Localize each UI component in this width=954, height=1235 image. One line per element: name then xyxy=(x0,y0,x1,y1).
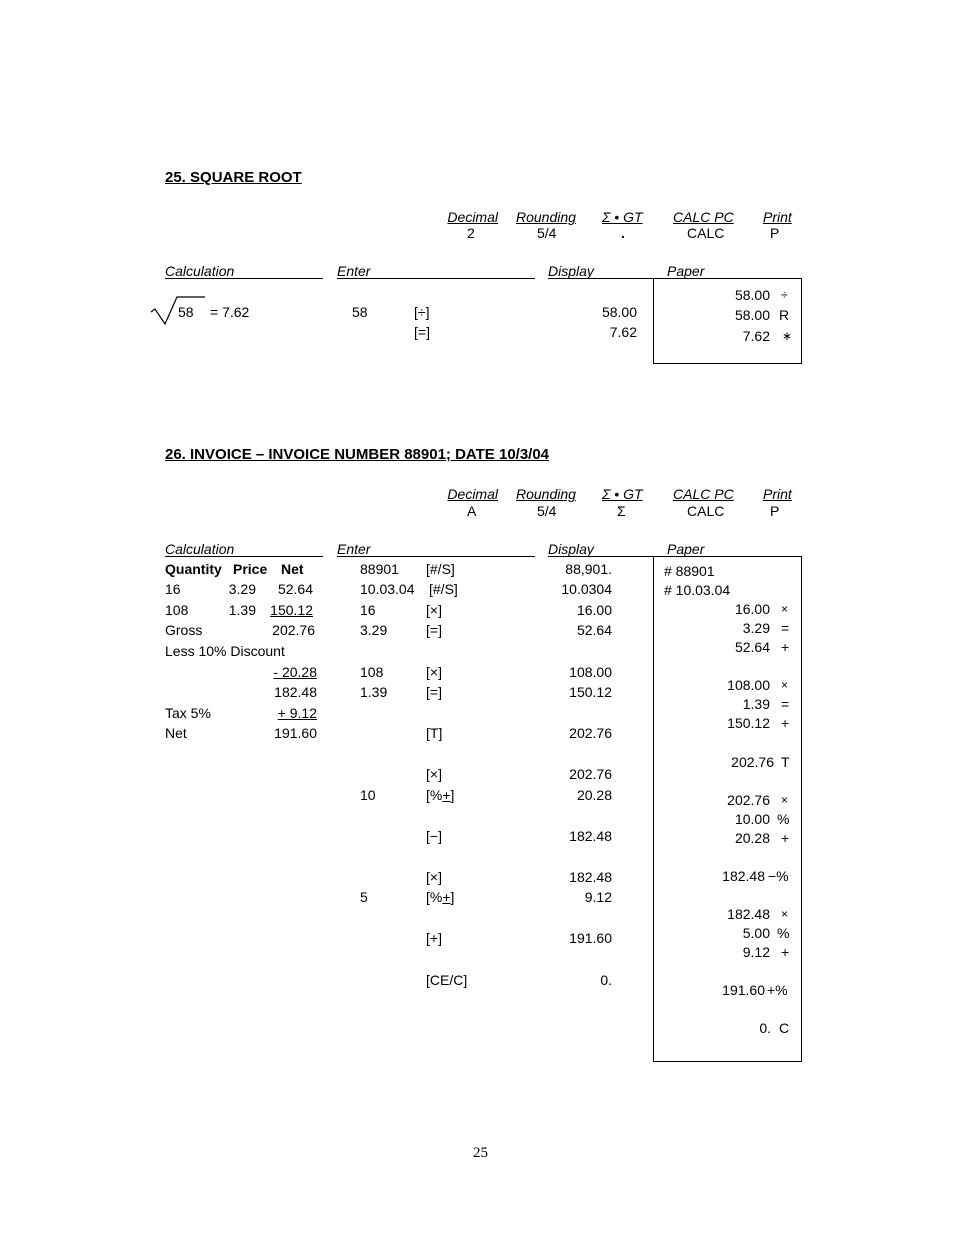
enter-key: [−] xyxy=(426,828,442,844)
display-value: 16.00 xyxy=(576,602,612,618)
enter-value: 5 xyxy=(360,889,368,905)
setting-rounding-label: Rounding xyxy=(516,486,576,502)
display-value: 10.0304 xyxy=(561,581,612,597)
setting-calcpc-value: CALC xyxy=(687,225,725,241)
col-calculation-label: Calculation xyxy=(165,541,235,557)
key-part: + xyxy=(442,889,451,905)
display-value: 182.48 xyxy=(569,828,612,844)
setting-calcpc-label: CALC PC xyxy=(673,486,734,502)
paper-symbol: R xyxy=(779,307,790,323)
paper-value: 191.60 xyxy=(722,982,765,998)
col-paper-label: Paper xyxy=(667,263,705,279)
sqrt-result: = 7.62 xyxy=(210,304,250,320)
key-part: [% xyxy=(426,889,443,905)
enter-key: [×] xyxy=(426,664,442,680)
setting-print-label: Print xyxy=(763,486,792,502)
display-value: 150.12 xyxy=(569,684,612,700)
display-value: 20.28 xyxy=(576,787,612,803)
calc-net-label: Net xyxy=(165,725,187,741)
paper-value: 202.76 xyxy=(727,792,770,808)
paper-value: 182.48 xyxy=(722,868,765,884)
calc-gross-value: 202.76 xyxy=(272,622,315,638)
calc-header-price: Price xyxy=(233,561,268,577)
paper-header-line: # 88901 xyxy=(664,563,715,579)
setting-gt-value: Σ xyxy=(617,503,626,519)
enter-key: [+] xyxy=(426,930,442,946)
calc-net: 52.64 xyxy=(277,581,313,597)
paper-value: 0. xyxy=(759,1020,771,1036)
setting-decimal-label: Decimal xyxy=(447,209,498,225)
paper-symbol: % xyxy=(777,925,790,941)
enter-value: 108 xyxy=(360,664,384,680)
calc-price: 3.29 xyxy=(228,581,256,597)
setting-gt-label: Σ • GT xyxy=(602,209,643,225)
paper-symbol: × xyxy=(781,602,789,616)
enter-key: [=] xyxy=(426,622,442,638)
paper-symbol: + xyxy=(781,944,790,960)
display-value: 7.62 xyxy=(609,324,637,340)
setting-print-value: P xyxy=(770,225,780,241)
paper-value: 7.62 xyxy=(742,328,770,344)
calc-header-net: Net xyxy=(281,561,304,577)
enter-value: 58 xyxy=(352,304,368,320)
setting-decimal-label: Decimal xyxy=(447,486,498,502)
calc-quantity: 108 xyxy=(165,602,189,618)
calc-discount-label: Less 10% Discount xyxy=(165,643,285,659)
col-display-rule xyxy=(548,556,653,557)
setting-calcpc-value: CALC xyxy=(687,503,725,519)
key-part: + xyxy=(442,787,451,803)
col-calculation-label: Calculation xyxy=(165,263,235,279)
col-enter-rule xyxy=(337,278,535,279)
display-value: 58.00 xyxy=(601,304,637,320)
sqrt-radicand: 58 xyxy=(178,304,194,320)
enter-key: [CE/C] xyxy=(426,972,468,988)
paper-header-line: # 10.03.04 xyxy=(664,582,731,598)
paper-symbol: × xyxy=(781,907,789,921)
calc-price: 1.39 xyxy=(228,602,256,618)
enter-value: 10 xyxy=(360,787,376,803)
enter-key-percent-plus xyxy=(426,787,454,803)
col-calculation-rule xyxy=(165,556,323,557)
paper-symbol: C xyxy=(779,1020,790,1036)
setting-print-value: P xyxy=(770,503,780,519)
paper-value: 58.00 xyxy=(734,287,770,303)
setting-gt-value: . xyxy=(621,225,625,241)
paper-symbol: T xyxy=(781,754,790,770)
key-part: ] xyxy=(450,787,455,803)
setting-print-label: Print xyxy=(763,209,792,225)
setting-rounding-value: 5/4 xyxy=(537,503,557,519)
setting-decimal-value: A xyxy=(467,503,477,519)
paper-value: 5.00 xyxy=(742,925,770,941)
paper-value: 58.00 xyxy=(734,307,770,323)
calc-quantity: 16 xyxy=(165,581,181,597)
section-25-title: 25. SQUARE ROOT xyxy=(165,169,302,186)
calc-subtotal: 182.48 xyxy=(274,684,317,700)
paper-symbol: + xyxy=(781,639,790,655)
enter-key-percent-plus xyxy=(426,889,454,905)
paper-value: 10.00 xyxy=(734,811,770,827)
calc-gross-label: Gross xyxy=(165,622,203,638)
display-value: 9.12 xyxy=(584,889,612,905)
calc-net-value: 191.60 xyxy=(274,725,317,741)
paper-value: 52.64 xyxy=(734,639,770,655)
enter-value: 1.39 xyxy=(360,684,388,700)
calc-net: 150.12 xyxy=(270,602,313,618)
display-value: 202.76 xyxy=(569,766,612,782)
col-enter-label: Enter xyxy=(337,263,371,279)
display-value: 88,901. xyxy=(565,561,612,577)
display-value: 191.60 xyxy=(569,930,612,946)
enter-key: [÷] xyxy=(414,304,430,320)
paper-symbol: = xyxy=(781,620,790,636)
paper-value: 9.12 xyxy=(742,944,770,960)
calc-tax-label: Tax 5% xyxy=(165,705,211,721)
calc-tax-value: + 9.12 xyxy=(277,705,317,721)
paper-symbol: + xyxy=(781,830,790,846)
enter-key: [#/S] xyxy=(429,581,458,597)
setting-rounding-label: Rounding xyxy=(516,209,576,225)
col-calculation-rule xyxy=(165,278,323,279)
display-value: 182.48 xyxy=(569,869,612,885)
enter-key: [=] xyxy=(426,684,442,700)
enter-key: [×] xyxy=(426,869,442,885)
paper-value: 16.00 xyxy=(734,601,770,617)
paper-symbol: × xyxy=(781,678,789,692)
col-display-rule xyxy=(548,278,653,279)
enter-value: 3.29 xyxy=(360,622,388,638)
key-part: ] xyxy=(450,889,455,905)
display-value: 202.76 xyxy=(569,725,612,741)
setting-calcpc-label: CALC PC xyxy=(673,209,734,225)
key-part: [% xyxy=(426,787,443,803)
paper-symbol: × xyxy=(781,793,789,807)
enter-value: 16 xyxy=(360,602,376,618)
calc-discount-value: - 20.28 xyxy=(273,664,317,680)
display-value: 52.64 xyxy=(576,622,612,638)
display-value: 0. xyxy=(600,972,612,988)
paper-symbol: % xyxy=(777,811,790,827)
setting-gt-label: Σ • GT xyxy=(602,486,643,502)
enter-key: [#/S] xyxy=(426,561,455,577)
setting-decimal-value: 2 xyxy=(467,225,475,241)
paper-value: 1.39 xyxy=(742,696,770,712)
enter-key: [=] xyxy=(414,324,430,340)
enter-key: [×] xyxy=(426,602,442,618)
paper-symbol: +% xyxy=(767,982,788,998)
col-paper-label: Paper xyxy=(667,541,705,557)
paper-symbol: −% xyxy=(768,868,789,884)
paper-symbol: + xyxy=(781,715,790,731)
paper-value: 150.12 xyxy=(727,715,770,731)
paper-value: 182.48 xyxy=(727,906,770,922)
section-26-title: 26. INVOICE – INVOICE NUMBER 88901; DATE 10/3/04 xyxy=(165,446,550,463)
paper-value: 108.00 xyxy=(727,677,770,693)
paper-symbol: ∗ xyxy=(782,329,793,343)
enter-key: [T] xyxy=(426,725,443,741)
setting-rounding-value: 5/4 xyxy=(537,225,557,241)
col-display-label: Display xyxy=(548,541,594,557)
paper-value: 20.28 xyxy=(734,830,770,846)
paper-value: 3.29 xyxy=(742,620,770,636)
enter-value: 88901 xyxy=(360,561,399,577)
display-value: 108.00 xyxy=(569,664,612,680)
enter-key: [×] xyxy=(426,766,442,782)
page-number: 25 xyxy=(473,1145,488,1161)
col-enter-label: Enter xyxy=(337,541,371,557)
paper-value: 202.76 xyxy=(731,754,774,770)
col-enter-rule xyxy=(337,556,535,557)
paper-symbol: = xyxy=(781,696,790,712)
enter-value: 10.03.04 xyxy=(360,581,415,597)
paper-symbol: ÷ xyxy=(781,288,788,302)
calc-header-quantity: Quantity xyxy=(165,561,222,577)
col-display-label: Display xyxy=(548,263,594,279)
